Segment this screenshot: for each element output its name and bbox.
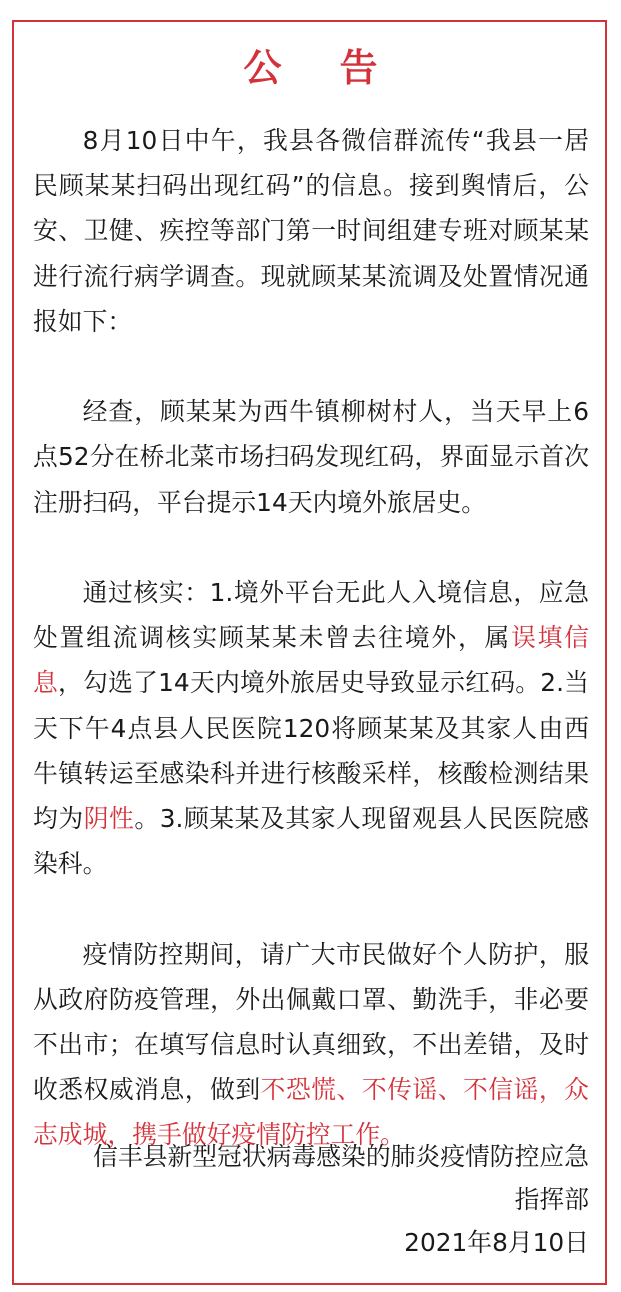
notice-body [33,118,589,1203]
paragraph-appeal [33,932,589,1158]
paragraph-text: 经查，顾某某为西牛镇柳树村人，当天早上6点52分在桥北菜市场扫码发现红码，界面显示首次注册扫码，平台提示14天内境外旅居史。 [33,397,589,517]
paragraph-text: ，勾选了14天内境外旅居史导致显示红码。2.当天下午4点县人民医院120将顾某某及其家人由西牛镇转运至感染科并进行核酸采样，核酸检测结果均为 [33,668,589,834]
notice-title: 公告 [243,46,436,90]
signature-org-line1: 信丰县新型冠状病毒感染的肺炎疫情防控应急 [93,1142,589,1171]
signature-block [93,1135,589,1264]
paragraph-text: 疫情防控期间，请广大市民做好个人防护，服从政府防疫管理，外出佩戴口罩、勤洗手，非必要不出市；在填写信息时认真细致，不出差错，及时收悉权威消息，做到 [33,939,589,1105]
paragraph-text: 。3.顾某某及其家人现留观县人民医院感染科。 [33,804,589,879]
highlight-misfilled-info: 误填信息 [33,623,589,698]
paragraph-investigation [33,389,589,525]
highlight-negative-result: 阴性 [83,804,135,834]
signature-date: 2021年8月10日 [404,1228,589,1257]
paragraph-verification [33,570,589,886]
signature-org-line2: 指挥部 [514,1185,589,1214]
paragraph-text: 通过核实：1.境外平台无此人入境信息，应急处置组流调核实顾某某未曾去往境外，属 [33,578,589,653]
paragraph-text: 8月10日中午，我县各微信群流传“我县一居民顾某某扫码出现红码”的信息。接到舆情后，公安、卫健、疾控等部门第一时间组建专班对顾某某进行流行病学调查。现就顾某某流调及处置情况通报如下： [33,126,589,336]
highlight-slogan: 不恐慌、不传谣、不信谣，众志成城，携手做好疫情防控工作。 [33,1075,589,1150]
paragraph-background [33,118,589,344]
